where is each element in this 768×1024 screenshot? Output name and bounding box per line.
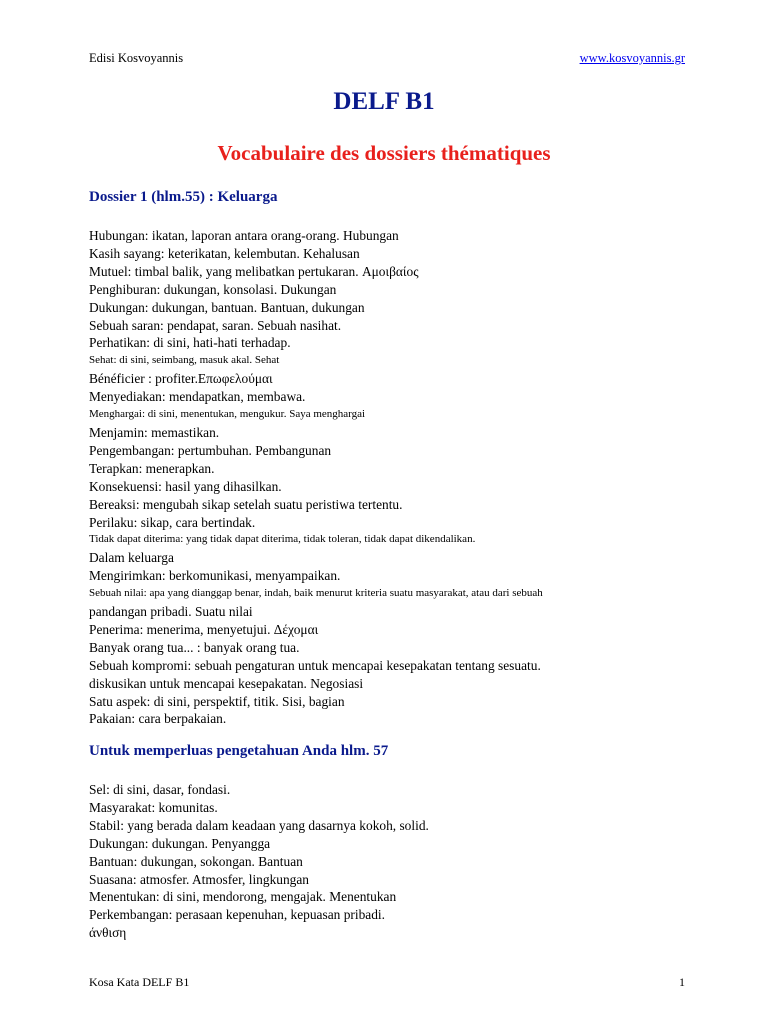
vocabulary-entry: άνθιση bbox=[89, 925, 127, 941]
publisher-name: Edisi Kosvoyannis bbox=[89, 51, 184, 65]
vocabulary-entry: Sel: di sini, dasar, fondasi. bbox=[89, 782, 231, 797]
vocabulary-entry: Masyarakat: komunitas. bbox=[89, 799, 218, 815]
vocabulary-entry: Sebuah kompromi: sebuah pengaturan untuk mencapai kesepakatan tentang sesuatu. bbox=[89, 657, 541, 673]
document-subtitle: Vocabulaire des dossiers thématiques bbox=[217, 141, 551, 165]
section-heading-extend-knowledge: Untuk memperluas pengetahuan Anda hlm. 57 bbox=[89, 743, 389, 759]
vocabulary-entry: Kasih sayang: keterikatan, kelembutan. Kehalusan bbox=[89, 245, 360, 261]
vocabulary-entry: Menjamin: memastikan. bbox=[89, 424, 220, 440]
vocabulary-entry: Penghiburan: dukungan, konsolasi. Dukungan bbox=[89, 281, 337, 297]
vocabulary-entry: Suasana: atmosfer. Atmosfer, lingkungan bbox=[89, 871, 309, 887]
vocabulary-entry: Perhatikan: di sini, hati-hati terhadap. bbox=[89, 335, 291, 351]
vocabulary-entry: Sehat: di sini, seimbang, masuk akal. Sehat bbox=[89, 354, 280, 367]
vocabulary-entry: Pengembangan: pertumbuhan. Pembangunan bbox=[89, 442, 332, 458]
vocabulary-entry: Dukungan: dukungan, bantuan. Bantuan, dukungan bbox=[89, 299, 365, 315]
vocabulary-entry: Konsekuensi: hasil yang dihasilkan. bbox=[89, 478, 282, 494]
vocabulary-entry: Terapkan: menerapkan. bbox=[89, 460, 215, 476]
website-link[interactable]: www.kosvoyannis.gr bbox=[579, 51, 685, 65]
section-heading-dossier-1: Dossier 1 (hlm.55) : Keluarga bbox=[89, 189, 278, 205]
vocabulary-entry: Bénéficier : profiter.Επωφελούμαι bbox=[89, 371, 273, 387]
vocabulary-entry: Hubungan: ikatan, laporan antara orang-orang. Hubungan bbox=[89, 228, 399, 243]
vocabulary-entry: Menentukan: di sini, mendorong, mengajak. Menentukan bbox=[89, 889, 397, 905]
vocabulary-list-extend-knowledge bbox=[89, 781, 689, 942]
vocabulary-entry: Dukungan: dukungan. Penyangga bbox=[89, 835, 271, 851]
vocabulary-entry: Sebuah nilai: apa yang dianggap benar, indah, baik menurut kriteria suatu masyarakat, atau dari sebuah bbox=[89, 587, 543, 600]
vocabulary-list-dossier-1 bbox=[89, 227, 689, 728]
vocabulary-entry: Menyediakan: mendapatkan, membawa. bbox=[89, 389, 306, 405]
document-title: DELF B1 bbox=[333, 88, 435, 115]
vocabulary-entry: Mutuel: timbal balik, yang melibatkan pertukaran. Αμοιβαίος bbox=[89, 263, 419, 279]
vocabulary-entry: Menghargai: di sini, menentukan, mengukur. Saya menghargai bbox=[89, 408, 366, 421]
vocabulary-entry: diskusikan untuk mencapai kesepakatan. Negosiasi bbox=[89, 675, 364, 691]
page-header bbox=[89, 51, 685, 66]
page-number: 1 bbox=[679, 975, 685, 989]
vocabulary-entry: Stabil: yang berada dalam keadaan yang dasarnya kokoh, solid. bbox=[89, 817, 429, 833]
vocabulary-entry: Mengirimkan: berkomunikasi, menyampaikan. bbox=[89, 568, 341, 584]
footer-title: Kosa Kata DELF B1 bbox=[89, 975, 190, 989]
vocabulary-entry: Bantuan: dukungan, sokongan. Bantuan bbox=[89, 853, 303, 869]
vocabulary-entry: Satu aspek: di sini, perspektif, titik. Sisi, bagian bbox=[89, 693, 345, 709]
vocabulary-entry: Banyak orang tua... : banyak orang tua. bbox=[89, 639, 300, 655]
vocabulary-entry: Tidak dapat diterima: yang tidak dapat diterima, tidak toleran, tidak dapat dikendalikan. bbox=[89, 533, 476, 546]
page-footer bbox=[89, 975, 685, 990]
vocabulary-entry: Penerima: menerima, menyetujui. Δέχομαι bbox=[89, 621, 319, 637]
vocabulary-entry: Perkembangan: perasaan kepenuhan, kepuasan pribadi. bbox=[89, 907, 385, 923]
vocabulary-entry: Dalam keluarga bbox=[89, 550, 174, 566]
vocabulary-entry: pandangan pribadi. Suatu nilai bbox=[89, 604, 253, 620]
vocabulary-entry: Sebuah saran: pendapat, saran. Sebuah nasihat. bbox=[89, 317, 342, 333]
vocabulary-entry: Pakaian: cara berpakaian. bbox=[89, 711, 227, 727]
vocabulary-entry: Bereaksi: mengubah sikap setelah suatu peristiwa tertentu. bbox=[89, 496, 403, 512]
vocabulary-entry: Perilaku: sikap, cara bertindak. bbox=[89, 514, 256, 530]
